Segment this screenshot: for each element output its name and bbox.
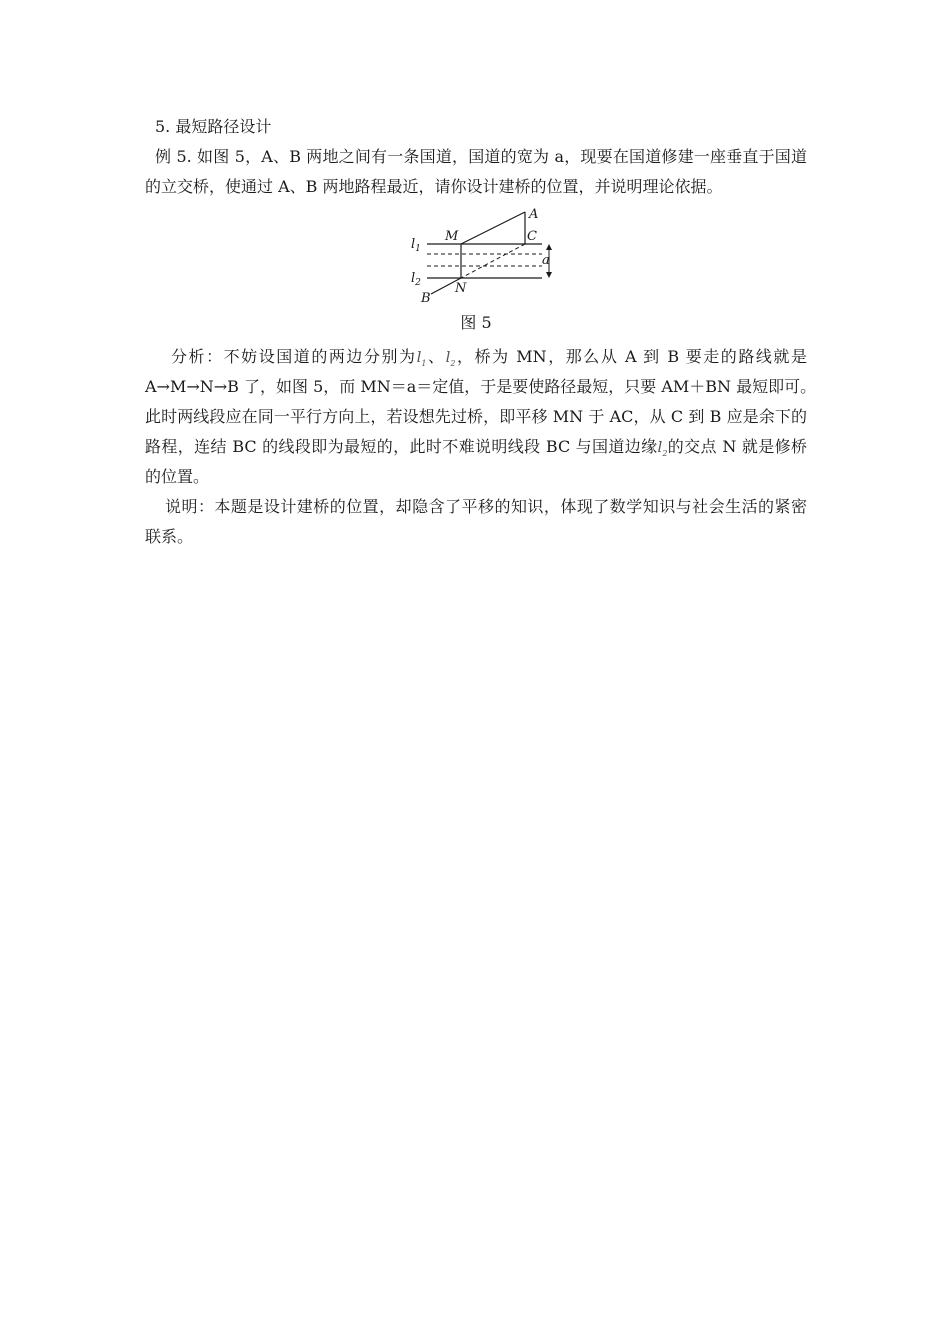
figure-caption: 图 5 bbox=[460, 313, 492, 332]
label-l1: $l_1$ bbox=[411, 237, 421, 254]
example-line-1: 例 5. 如图 5，A、B 两地之间有一条国道，国道的宽为 a，现要在国道修建一座垂直于国道 bbox=[155, 147, 807, 166]
symbol-separator: 、 bbox=[426, 347, 446, 366]
segment-cn-dashed bbox=[461, 244, 525, 278]
label-c: C bbox=[527, 229, 537, 244]
analysis-line-4-pre: 路程，连结 BC 的线段即为最短的，此时不难说明线段 BC 与国道边缘 bbox=[145, 437, 658, 456]
symbol-l2: $l_2$ bbox=[445, 348, 456, 368]
analysis-line-1 bbox=[145, 342, 807, 372]
document-content bbox=[145, 112, 817, 552]
analysis-line-4 bbox=[145, 432, 807, 462]
width-arrow-top bbox=[546, 244, 552, 250]
figure-area bbox=[145, 206, 807, 306]
analysis-line-5: 的位置。 bbox=[145, 467, 210, 486]
example-line-2: 的立交桥，使通过 A、B 两地路程最近，请你设计建桥的位置，并说明理论依据。 bbox=[145, 177, 723, 196]
label-a-point: A bbox=[529, 207, 539, 222]
label-width-a: a bbox=[542, 253, 550, 268]
symbol-l1: $l_1$ bbox=[416, 348, 427, 368]
analysis-line-1-post: ，桥为 MN，那么从 A 到 B 要走的路线就是 bbox=[455, 347, 807, 366]
width-arrow-bottom bbox=[546, 272, 552, 278]
bridge-diagram bbox=[397, 206, 557, 306]
label-b: B bbox=[421, 291, 431, 306]
symbol-l2-edge: $l_2$ bbox=[657, 438, 668, 458]
analysis-line-3: 此时两线段应在同一平行方向上，若设想先过桥，即平移 MN 于 AC，从 C 到 B 应是余下的 bbox=[145, 407, 807, 426]
section-heading: 5. 最短路径设计 bbox=[155, 117, 272, 136]
analysis-line-1-pre: 分析：不妨设国道的两边分别为 bbox=[171, 347, 417, 366]
segment-am bbox=[461, 212, 525, 244]
label-l2: $l_2$ bbox=[411, 271, 421, 288]
analysis-line-2: A→M→N→B 了，如图 5，而 MN＝a＝定值，于是要使路径最短，只要 AM＋BN 最短即可。 bbox=[145, 377, 817, 396]
label-n: N bbox=[455, 281, 467, 296]
note-line-2: 联系。 bbox=[145, 527, 194, 546]
label-m: M bbox=[445, 229, 459, 244]
analysis-line-4-post: 的交点 N 就是修桥 bbox=[667, 437, 807, 456]
note-line-1: 说明：本题是设计建桥的位置，却隐含了平移的知识，体现了数学知识与社会生活的紧密 bbox=[165, 497, 807, 516]
